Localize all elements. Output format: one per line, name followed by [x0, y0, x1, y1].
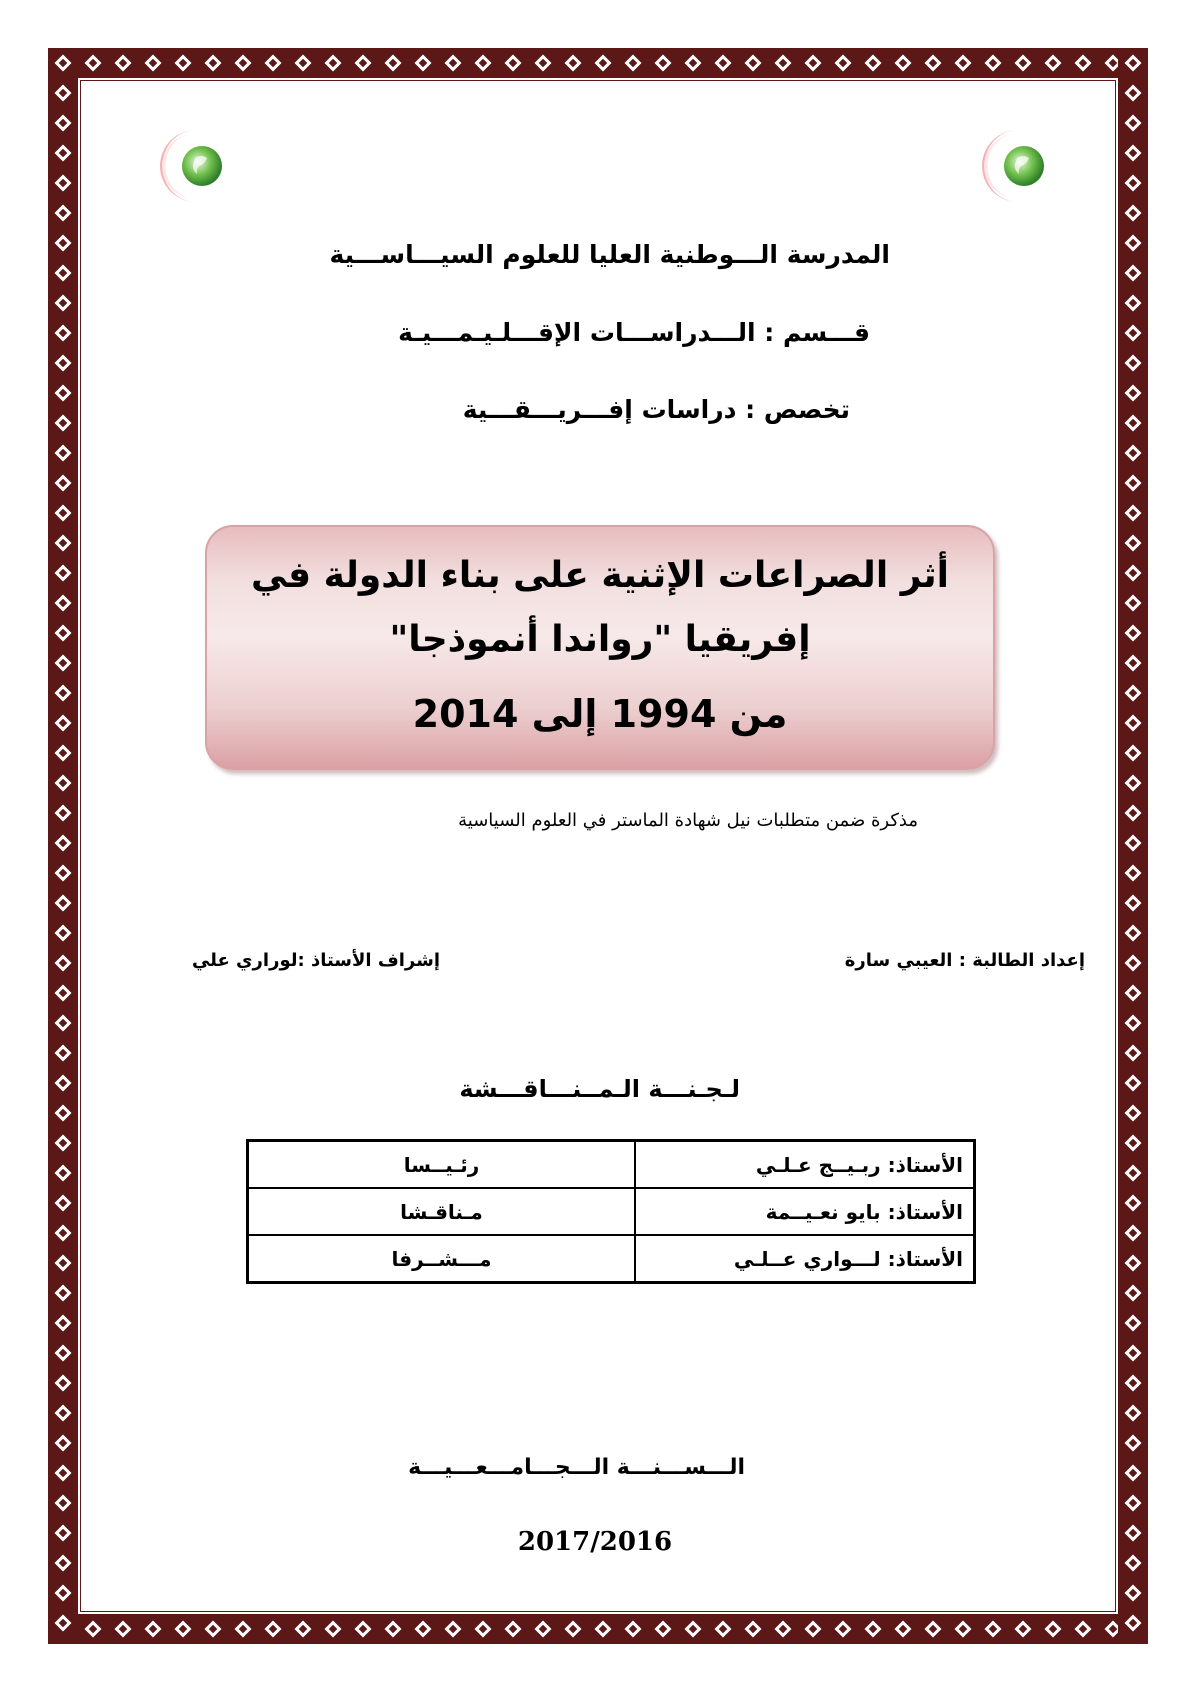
border-right	[1118, 48, 1148, 1644]
border-diamond-icon	[175, 55, 192, 72]
table-row	[248, 1235, 974, 1282]
border-diamond-icon	[925, 55, 942, 72]
committee-member-role: مـناقـشا	[248, 1188, 635, 1235]
border-diamond-icon	[1125, 1015, 1142, 1032]
border-diamond-icon	[535, 1621, 552, 1638]
border-diamond-icon	[55, 1045, 72, 1062]
committee-member-role: مـــشــرفا	[248, 1235, 635, 1282]
border-diamond-icon	[805, 1621, 822, 1638]
border-diamond-icon	[1125, 625, 1142, 642]
border-diamond-icon	[55, 895, 72, 912]
border-diamond-icon	[205, 55, 222, 72]
border-diamond-icon	[745, 55, 762, 72]
border-diamond-icon	[55, 1135, 72, 1152]
border-diamond-icon	[1125, 835, 1142, 852]
border-diamond-icon	[55, 415, 72, 432]
border-diamond-icon	[415, 55, 432, 72]
border-diamond-icon	[55, 715, 72, 732]
border-diamond-icon	[205, 1621, 222, 1638]
border-diamond-icon	[115, 55, 132, 72]
border-diamond-icon	[1125, 745, 1142, 762]
border-diamond-icon	[1125, 595, 1142, 612]
committee-member-role: رئـيــسا	[248, 1141, 635, 1188]
border-diamond-icon	[55, 565, 72, 582]
border-diamond-icon	[1015, 1621, 1032, 1638]
border-diamond-icon	[625, 1621, 642, 1638]
border-diamond-icon	[355, 1621, 372, 1638]
globe-logo-right-icon	[972, 122, 1058, 208]
border-diamond-icon	[55, 535, 72, 552]
border-diamond-icon	[1125, 265, 1142, 282]
border-diamond-icon	[1125, 1465, 1142, 1482]
supervisor-credit: إشراف الأستاذ :لوراري علي	[191, 950, 440, 971]
border-diamond-icon	[1125, 1165, 1142, 1182]
border-diamond-icon	[55, 1345, 72, 1362]
border-diamond-icon	[1125, 715, 1142, 732]
border-diamond-icon	[1125, 1375, 1142, 1392]
table-row	[248, 1188, 974, 1235]
committee-table	[247, 1140, 975, 1283]
border-diamond-icon	[55, 655, 72, 672]
border-diamond-icon	[625, 55, 642, 72]
border-diamond-icon	[265, 1621, 282, 1638]
border-diamond-icon	[1125, 1045, 1142, 1062]
border-diamond-icon	[385, 1621, 402, 1638]
border-diamond-icon	[55, 775, 72, 792]
border-diamond-icon	[1125, 205, 1142, 222]
border-diamond-icon	[895, 1621, 912, 1638]
border-diamond-icon	[55, 835, 72, 852]
border-diamond-icon	[1125, 175, 1142, 192]
border-diamond-icon	[385, 55, 402, 72]
border-diamond-icon	[1125, 355, 1142, 372]
border-diamond-icon	[1125, 475, 1142, 492]
border-diamond-icon	[295, 55, 312, 72]
border-diamond-icon	[1125, 1135, 1142, 1152]
academic-year-label: الـــســـنـــة الـــجـــامـــعـــيـــة	[408, 1455, 745, 1480]
border-diamond-icon	[1125, 1615, 1142, 1632]
border-diamond-icon	[1125, 925, 1142, 942]
border-diamond-icon	[55, 1255, 72, 1272]
border-diamond-icon	[1125, 1495, 1142, 1512]
border-diamond-icon	[55, 1495, 72, 1512]
inner-frame	[80, 80, 1116, 1612]
border-diamond-icon	[145, 55, 162, 72]
border-diamond-icon	[1125, 565, 1142, 582]
border-diamond-icon	[715, 1621, 732, 1638]
border-diamond-icon	[55, 925, 72, 942]
border-diamond-icon	[1125, 865, 1142, 882]
border-diamond-icon	[55, 745, 72, 762]
border-diamond-icon	[1125, 235, 1142, 252]
border-diamond-icon	[235, 1621, 252, 1638]
border-diamond-icon	[1125, 55, 1142, 72]
border-diamond-icon	[955, 1621, 972, 1638]
thesis-title-line-1: أثر الصراعات الإثنية على بناء الدولة في	[251, 555, 949, 596]
thesis-title-line-2: إفريقيا "رواندا أنموذجا"	[389, 619, 811, 660]
border-diamond-icon	[55, 325, 72, 342]
border-diamond-icon	[1125, 1105, 1142, 1122]
border-diamond-icon	[55, 805, 72, 822]
border-diamond-icon	[55, 1315, 72, 1332]
border-diamond-icon	[55, 985, 72, 1002]
border-diamond-icon	[55, 625, 72, 642]
border-diamond-icon	[1125, 685, 1142, 702]
border-diamond-icon	[55, 175, 72, 192]
border-diamond-icon	[1125, 895, 1142, 912]
border-diamond-icon	[55, 1075, 72, 1092]
border-left	[48, 48, 78, 1644]
border-diamond-icon	[1125, 1345, 1142, 1362]
border-diamond-icon	[235, 55, 252, 72]
border-diamond-icon	[1125, 805, 1142, 822]
border-diamond-icon	[1125, 385, 1142, 402]
border-diamond-icon	[1125, 775, 1142, 792]
border-diamond-icon	[1125, 535, 1142, 552]
school-name: المدرسة الـــوطنية العليا للعلوم السيـــاســـية	[329, 240, 890, 269]
border-diamond-icon	[55, 505, 72, 522]
border-diamond-icon	[1125, 955, 1142, 972]
globe-logo-left-icon	[150, 122, 236, 208]
border-diamond-icon	[1125, 655, 1142, 672]
border-diamond-icon	[865, 55, 882, 72]
thesis-title-line-3: من 1994 إلى 2014	[412, 692, 788, 736]
border-diamond-icon	[55, 445, 72, 462]
committee-member-name: الأستاذ: ربـيــج عـلـي	[635, 1141, 974, 1188]
border-diamond-icon	[925, 1621, 942, 1638]
border-diamond-icon	[1125, 85, 1142, 102]
border-diamond-icon	[55, 1225, 72, 1242]
specialty-name: تخصص : دراسات إفـــريـــقـــية	[462, 395, 850, 424]
border-diamond-icon	[55, 115, 72, 132]
border-diamond-icon	[55, 475, 72, 492]
border-diamond-icon	[745, 1621, 762, 1638]
border-diamond-icon	[565, 1621, 582, 1638]
border-diamond-icon	[985, 55, 1002, 72]
border-diamond-icon	[1125, 985, 1142, 1002]
border-diamond-icon	[1075, 1621, 1092, 1638]
border-top	[48, 48, 1148, 78]
border-diamond-icon	[1125, 1255, 1142, 1272]
border-bottom	[48, 1614, 1148, 1644]
border-diamond-icon	[1125, 1285, 1142, 1302]
border-diamond-icon	[55, 1405, 72, 1422]
border-diamond-icon	[55, 1615, 72, 1632]
border-diamond-icon	[1125, 505, 1142, 522]
border-diamond-icon	[1125, 1195, 1142, 1212]
border-diamond-icon	[865, 1621, 882, 1638]
border-diamond-icon	[55, 235, 72, 252]
border-diamond-icon	[655, 55, 672, 72]
border-diamond-icon	[55, 85, 72, 102]
border-diamond-icon	[85, 55, 102, 72]
border-diamond-icon	[55, 1105, 72, 1122]
border-diamond-icon	[1125, 1075, 1142, 1092]
border-diamond-icon	[835, 1621, 852, 1638]
border-diamond-icon	[355, 55, 372, 72]
border-diamond-icon	[505, 1621, 522, 1638]
border-diamond-icon	[445, 1621, 462, 1638]
border-diamond-icon	[1125, 1405, 1142, 1422]
border-diamond-icon	[115, 1621, 132, 1638]
border-diamond-icon	[55, 1195, 72, 1212]
border-diamond-icon	[1125, 1435, 1142, 1452]
committee-heading: لـجـنـــة الـمــنـــاقـــشة	[459, 1075, 740, 1103]
border-diamond-icon	[775, 1621, 792, 1638]
table-row	[248, 1141, 974, 1188]
border-diamond-icon	[265, 55, 282, 72]
border-diamond-icon	[55, 205, 72, 222]
border-diamond-icon	[55, 295, 72, 312]
border-diamond-icon	[55, 385, 72, 402]
border-diamond-icon	[1125, 145, 1142, 162]
border-diamond-icon	[55, 1015, 72, 1032]
border-diamond-icon	[55, 1585, 72, 1602]
border-diamond-icon	[1015, 55, 1032, 72]
committee-member-name: الأستاذ: بايو نعـيــمة	[635, 1188, 974, 1235]
committee-member-name: الأستاذ: لـــواري عــلـي	[635, 1235, 974, 1282]
border-diamond-icon	[325, 1621, 342, 1638]
border-diamond-icon	[55, 1285, 72, 1302]
border-diamond-icon	[475, 1621, 492, 1638]
border-diamond-icon	[715, 55, 732, 72]
border-diamond-icon	[145, 1621, 162, 1638]
border-diamond-icon	[955, 55, 972, 72]
border-diamond-icon	[1125, 1225, 1142, 1242]
border-diamond-icon	[1125, 1315, 1142, 1332]
memo-purpose: مذكرة ضمن متطلبات نيل شهادة الماستر في العلوم السياسية	[458, 810, 918, 831]
border-diamond-icon	[55, 1375, 72, 1392]
border-diamond-icon	[475, 55, 492, 72]
department-name: قـــسم : الـــدراســـات الإقـــلـيـمـــيـة	[398, 318, 870, 347]
border-diamond-icon	[835, 55, 852, 72]
border-diamond-icon	[325, 55, 342, 72]
border-diamond-icon	[55, 865, 72, 882]
border-diamond-icon	[505, 55, 522, 72]
border-diamond-icon	[535, 55, 552, 72]
border-diamond-icon	[1075, 55, 1092, 72]
border-diamond-icon	[565, 55, 582, 72]
border-diamond-icon	[55, 145, 72, 162]
border-diamond-icon	[685, 1621, 702, 1638]
border-diamond-icon	[55, 355, 72, 372]
border-diamond-icon	[85, 1621, 102, 1638]
border-diamond-icon	[1045, 1621, 1062, 1638]
border-diamond-icon	[55, 1465, 72, 1482]
border-diamond-icon	[55, 265, 72, 282]
border-diamond-icon	[1125, 1555, 1142, 1572]
border-diamond-icon	[1125, 1585, 1142, 1602]
border-diamond-icon	[1125, 115, 1142, 132]
border-diamond-icon	[415, 1621, 432, 1638]
border-diamond-icon	[55, 1435, 72, 1452]
border-diamond-icon	[445, 55, 462, 72]
border-diamond-icon	[175, 1621, 192, 1638]
border-diamond-icon	[55, 955, 72, 972]
border-diamond-icon	[1045, 55, 1062, 72]
border-diamond-icon	[1125, 445, 1142, 462]
border-diamond-icon	[895, 55, 912, 72]
border-diamond-icon	[55, 685, 72, 702]
border-diamond-icon	[655, 1621, 672, 1638]
border-diamond-icon	[55, 595, 72, 612]
border-diamond-icon	[295, 1621, 312, 1638]
border-diamond-icon	[775, 55, 792, 72]
border-diamond-icon	[1125, 295, 1142, 312]
border-diamond-icon	[55, 1555, 72, 1572]
border-diamond-icon	[1125, 415, 1142, 432]
border-diamond-icon	[55, 1165, 72, 1182]
border-diamond-icon	[55, 55, 72, 72]
border-diamond-icon	[1125, 325, 1142, 342]
student-credit: إعداد الطالبة : العيبي سارة	[844, 950, 1085, 971]
border-diamond-icon	[985, 1621, 1002, 1638]
thesis-title-box	[205, 525, 995, 770]
academic-year-value: 2017/2016	[517, 1527, 673, 1557]
border-diamond-icon	[595, 1621, 612, 1638]
border-diamond-icon	[685, 55, 702, 72]
border-diamond-icon	[595, 55, 612, 72]
border-diamond-icon	[805, 55, 822, 72]
